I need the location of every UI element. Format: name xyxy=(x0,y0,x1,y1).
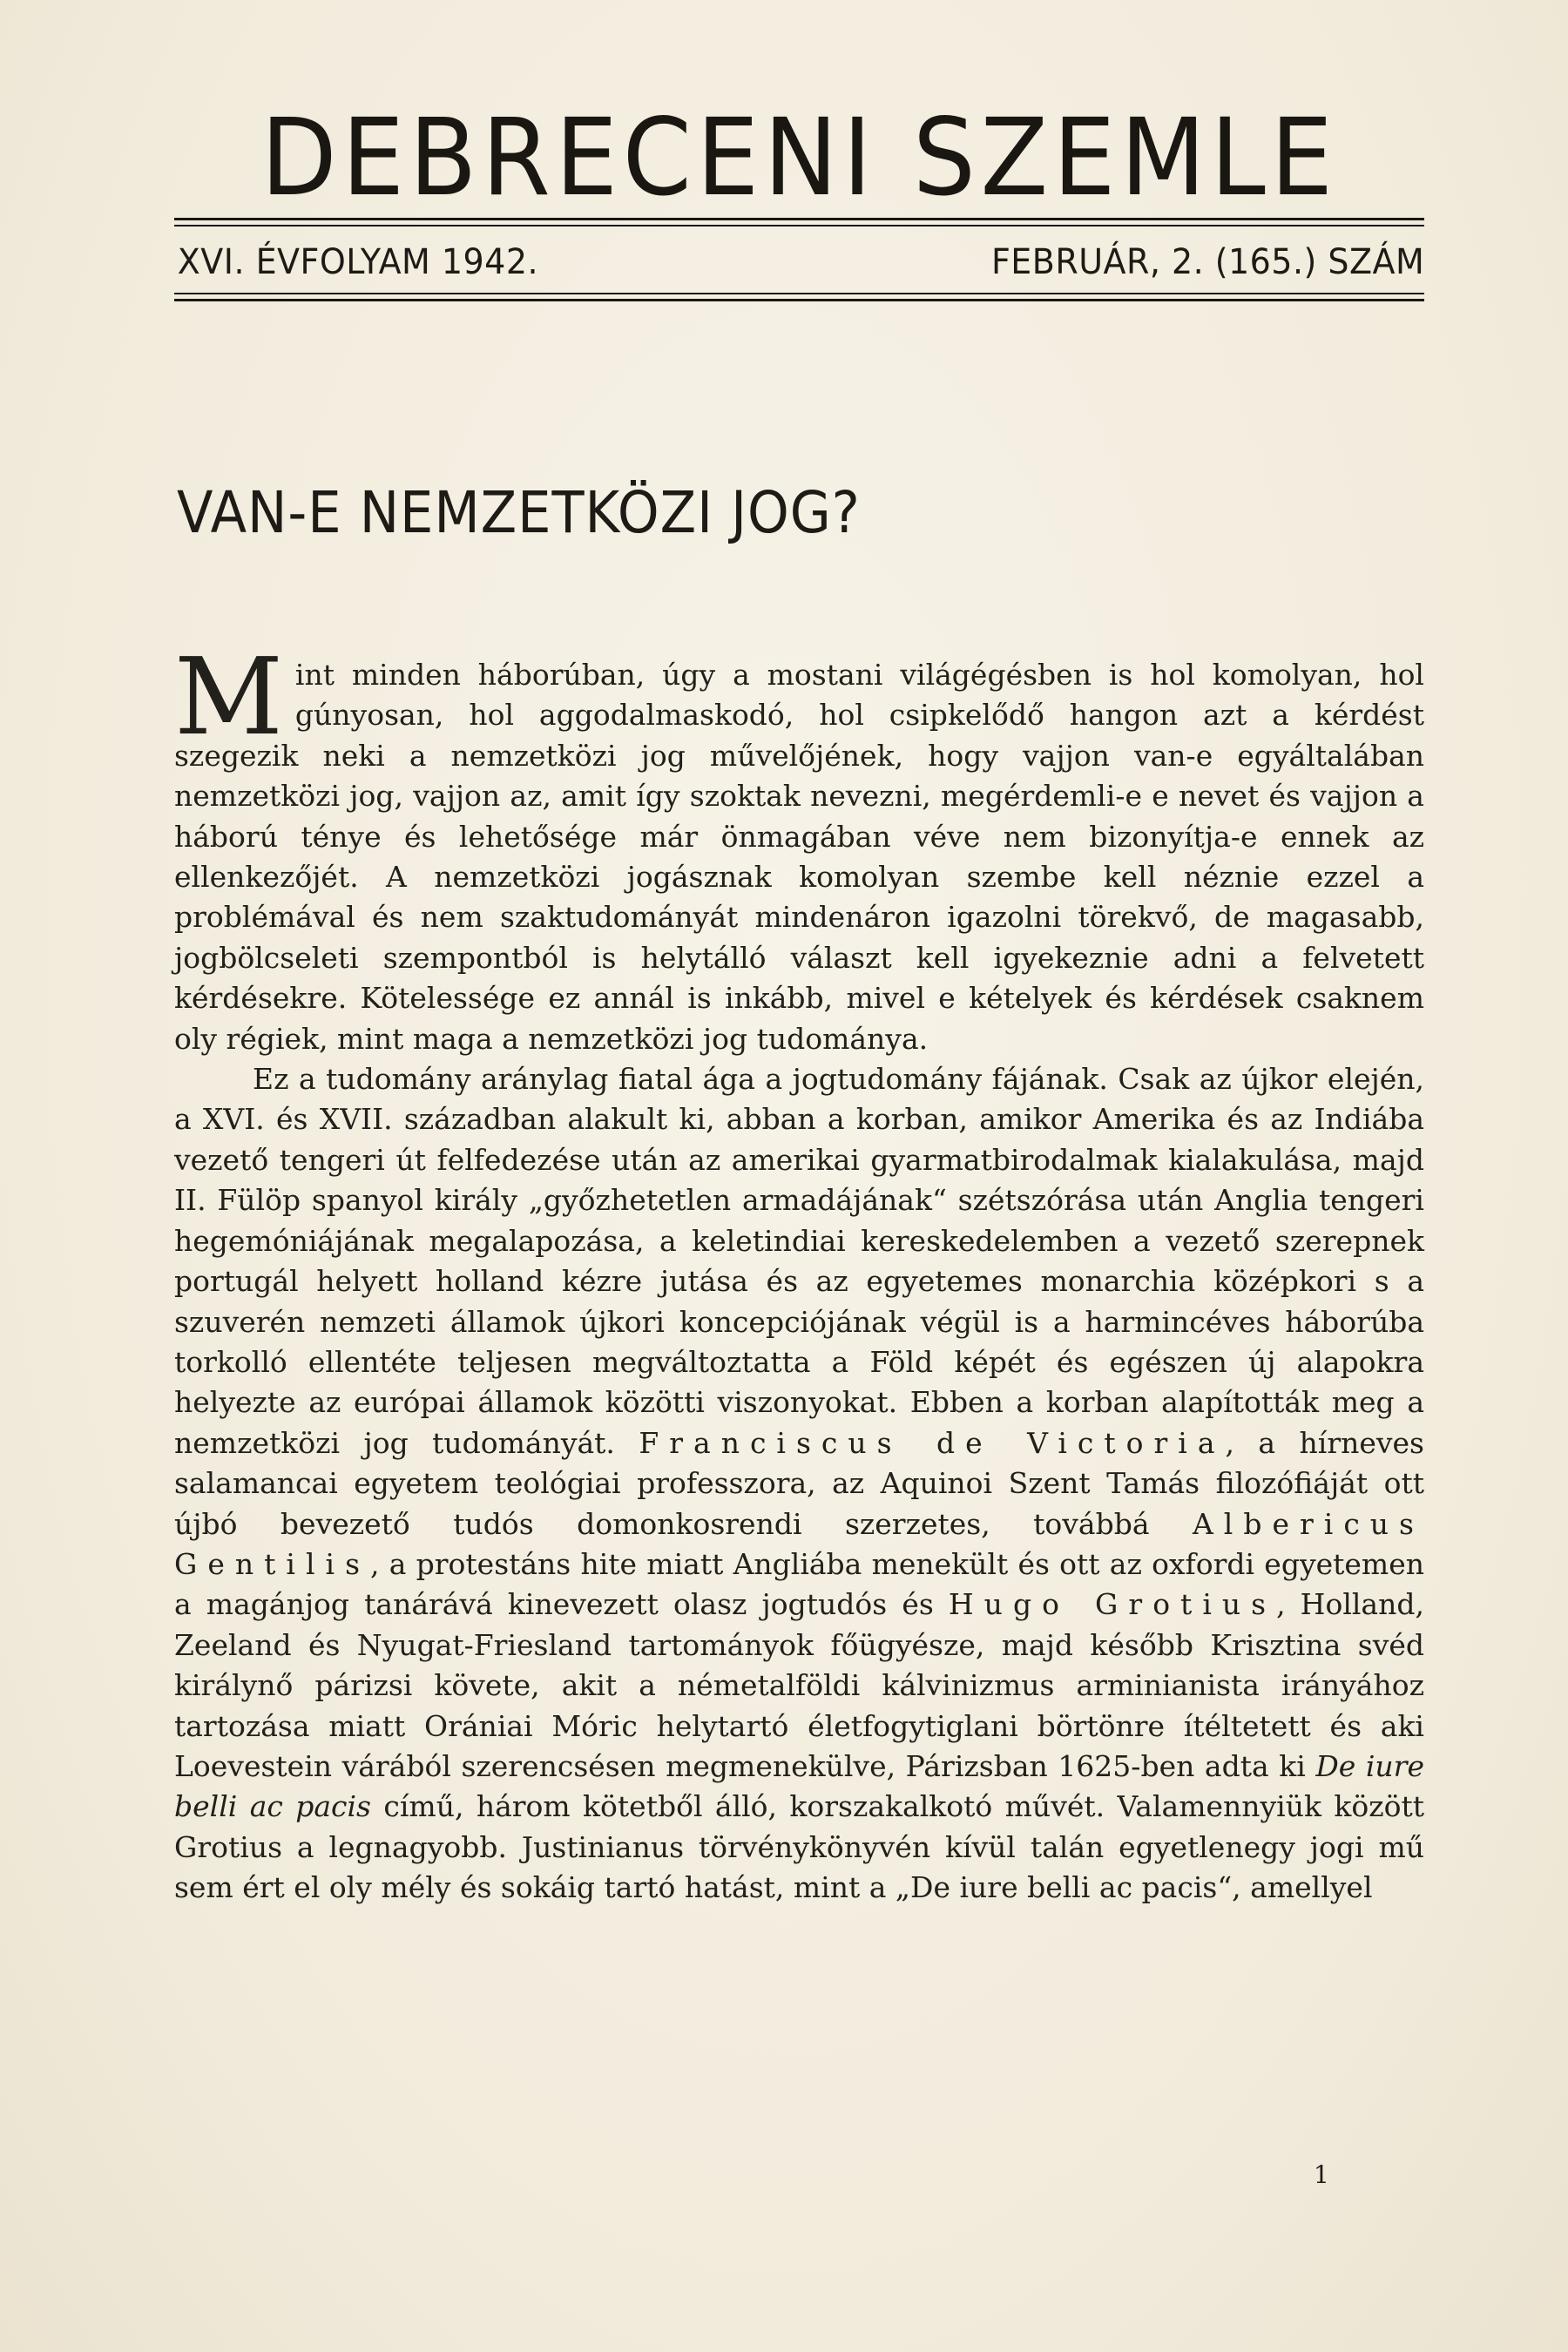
article-title: VAN-E NEMZETKÖZI JOG? xyxy=(177,479,861,546)
masthead xyxy=(174,96,1425,301)
article-body xyxy=(174,635,1424,1909)
drop-cap: M xyxy=(174,635,283,759)
masthead-bottom-rule xyxy=(174,293,1424,301)
issue-line xyxy=(174,226,1428,293)
paragraph-2-text-d: , Holland, Zeeland és Nyugat-Friesland tartományok főügyésze, majd később Krisztina svéd királynő párizsi követe, akit a németalföldi kálvinizmus arminianista irányához tartozása miatt Orániai Móric helytartó életfogytiglani börtönre ítéltetett és aki Loevestein várából szerencsésen megmenekülve, Párizsban 1625-ben adta ki xyxy=(174,1587,1424,1783)
name-grotius: Hugo Grotius xyxy=(948,1587,1277,1622)
volume-label: XVI. ÉVFOLYAM 1942. xyxy=(177,242,539,282)
paragraph-2-text-a: Ez a tudomány aránylag fiatal ága a jogtudomány fájának. Csak az újkor elején, a XVI. és XVII. században alakult ki, abban a korban, amikor Amerika és az Indiába vezető tengeri út felfedezése után az amerikai gyarmatbirodalmak kialakulása, majd II. Fülöp spanyol király „győzhetetlen armadájának“ szétszórása után Anglia tengeri hegemóniájának megalapozása, a keletindiai kereskedelemben a vezető szerepnek portugál helyett holland kézre jutása és az egyetemes monarchia középkori s a szuverén nemzeti államok újkori koncepciójának végül is a harmincéves háborúba torkolló ellentéte teljesen megváltoztatta a Föld képét és egészen új alapokra helyezte az európai államok közötti viszonyokat. Ebben a korban alapították meg a nemzetközi jog tudományát. xyxy=(174,1062,1424,1460)
paragraph-2-text-e: című, három kötetből álló, korszakalkotó művét. Valamennyiük között Grotius a legnagyobb. Justinianus törvénykönyvén kívül talán egyetlenegy jogi mű sem ért el oly mély és sokáig tartó hatást, mint a „De iure belli ac pacis“, amellyel xyxy=(174,1789,1424,1905)
issue-label: FEBRUÁR, 2. (165.) SZÁM xyxy=(990,242,1425,282)
book-title: De iure belli ac pacis xyxy=(174,1748,1424,1824)
name-victoria: Franciscus de Victoria xyxy=(639,1425,1226,1460)
paragraph-2 xyxy=(174,1059,1424,1909)
paragraph-2-text-c: , a protestáns hite miatt Angliába menekült és ott az oxfordi egyetemen a magánjog tanárává kinevezett olasz jogtudós és xyxy=(174,1546,1424,1622)
paragraph-2-text-b: , a hírneves salamancai egyetem teológiai professzora, az Aquinoi Szent Tamás filozófiáját ott újbó bevezető tudós domonkosrendi szerzetes, továbbá xyxy=(174,1425,1424,1541)
name-gentilis: Albericus Gentilis xyxy=(174,1506,1424,1581)
journal-title: DEBRECENI SZEMLE xyxy=(260,96,1338,220)
paragraph-1 xyxy=(174,635,1424,1059)
paragraph-1-text: int minden háborúban, úgy a mostani világégésben is hol komolyan, hol gúnyosan, hol aggodalmaskodó, hol csipkelődő hangon azt a kérdést szegezik neki a nemzetközi jog művelőjének, hogy vajjon van-e egyáltalában nemzetközi jog, vajjon az, amit így szoktak nevezni, megérdemli-e e nevet és vajjon a háború ténye és lehetősége már önmagában véve nem bizonyítja-e ennek az ellenkezőjét. A nemzetközi jogásznak komolyan szembe kell néznie ezzel a problémával és nem szaktudományát mindenáron igazolni törekvő, de magasabb, jogbölcseleti szempontból is helytálló választ kell igyekeznie adni a felvetett kérdésekre. Kötelessége ez annál is inkább, mivel e kételyek és kérdések csaknem oly régiek, mint maga a nemzetközi jog tudománya. xyxy=(174,658,1424,1056)
page-number: 1 xyxy=(1314,2160,1329,2189)
